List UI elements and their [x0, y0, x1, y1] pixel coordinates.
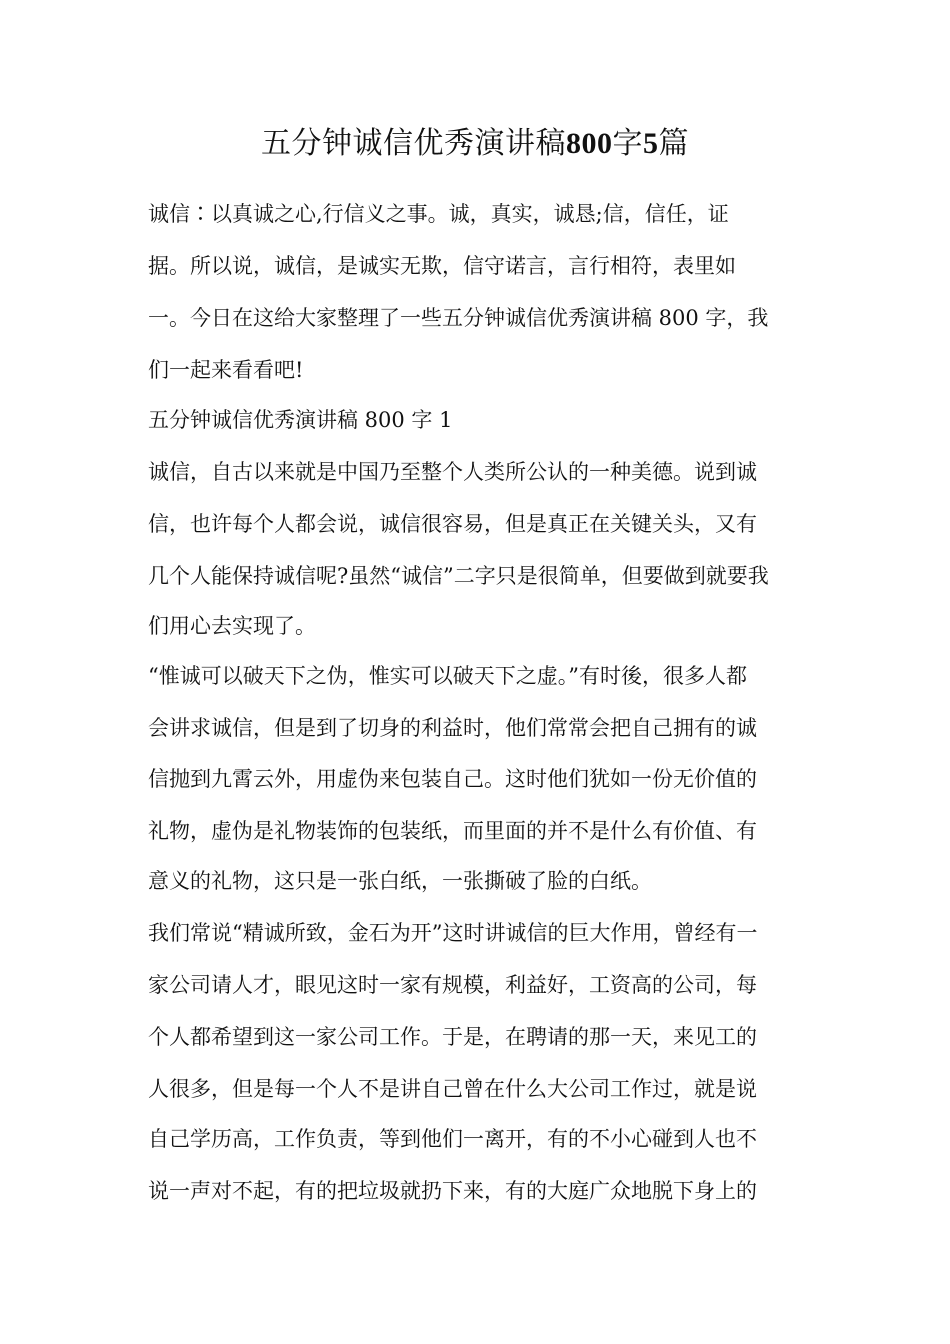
- text-line: 一。今日在这给大家整理了一些五分钟诚信优秀演讲稿 800 字，我: [148, 306, 769, 330]
- text-line: 信抛到九霄云外，用虚伪来包装自己。这时他们犹如一份无价值的: [148, 767, 757, 791]
- text-line: 诚信，自古以来就是中国乃至整个人类所公认的一种美德。说到诚: [148, 460, 757, 484]
- text-line: 说一声对不起，有的把垃圾就扔下来，有的大庭广众地脱下身上的: [148, 1179, 757, 1203]
- title-number-5: 5: [643, 127, 659, 160]
- title-mid: 字: [612, 126, 643, 161]
- text-line: 几个人能保持诚信呢?虽然“诚信”二字只是很简单，但要做到就要我: [148, 564, 769, 588]
- text-line: 自己学历高，工作负责，等到他们一离开，有的不小心碰到人也不: [148, 1127, 757, 1151]
- text-line: 意义的礼物，这只是一张白纸，一张撕破了脸的白纸。: [148, 869, 652, 893]
- text-line: 人很多，但是每一个人不是讲自己曾在什么大公司工作过，就是说: [148, 1077, 757, 1101]
- text-line: 诚信∶以真诚之心,行信义之事。诚，真实，诚恳;信，信任，证: [148, 202, 729, 226]
- text-line: 个人都希望到这一家公司工作。于是，在聘请的那一天，来见工的: [148, 1025, 757, 1049]
- text-line: “惟诚可以破天下之伪，惟实可以破天下之虚。”有时後，很多人都: [148, 664, 747, 688]
- title-number-800: 800: [566, 127, 613, 160]
- text-line: 礼物，虚伪是礼物装饰的包装纸，而里面的并不是什么有价值、有: [148, 819, 757, 843]
- text-line: 们一起来看看吧!: [148, 358, 304, 382]
- text-line: 我们常说“精诚所致，金石为开”这时讲诚信的巨大作用，曾经有一: [148, 921, 758, 945]
- title-suffix: 篇: [658, 126, 689, 161]
- text-line: 会讲求诚信，但是到了切身的利益时，他们常常会把自己拥有的诚: [148, 716, 757, 740]
- title-prefix: 五分钟诚信优秀演讲稿: [261, 126, 566, 161]
- text-line: 家公司请人才，眼见这时一家有规模，利益好，工资高的公司，每: [148, 973, 757, 997]
- text-line: 信，也许每个人都会说，诚信很容易，但是真正在关键关头，又有: [148, 512, 757, 536]
- document-title: [0, 118, 950, 170]
- section-heading: 五分钟诚信优秀演讲稿 800 字 1: [148, 408, 453, 432]
- text-line: 们用心去实现了。: [148, 614, 316, 638]
- text-line: 据。所以说，诚信，是诚实无欺，信守诺言，言行相符，表里如: [148, 254, 736, 278]
